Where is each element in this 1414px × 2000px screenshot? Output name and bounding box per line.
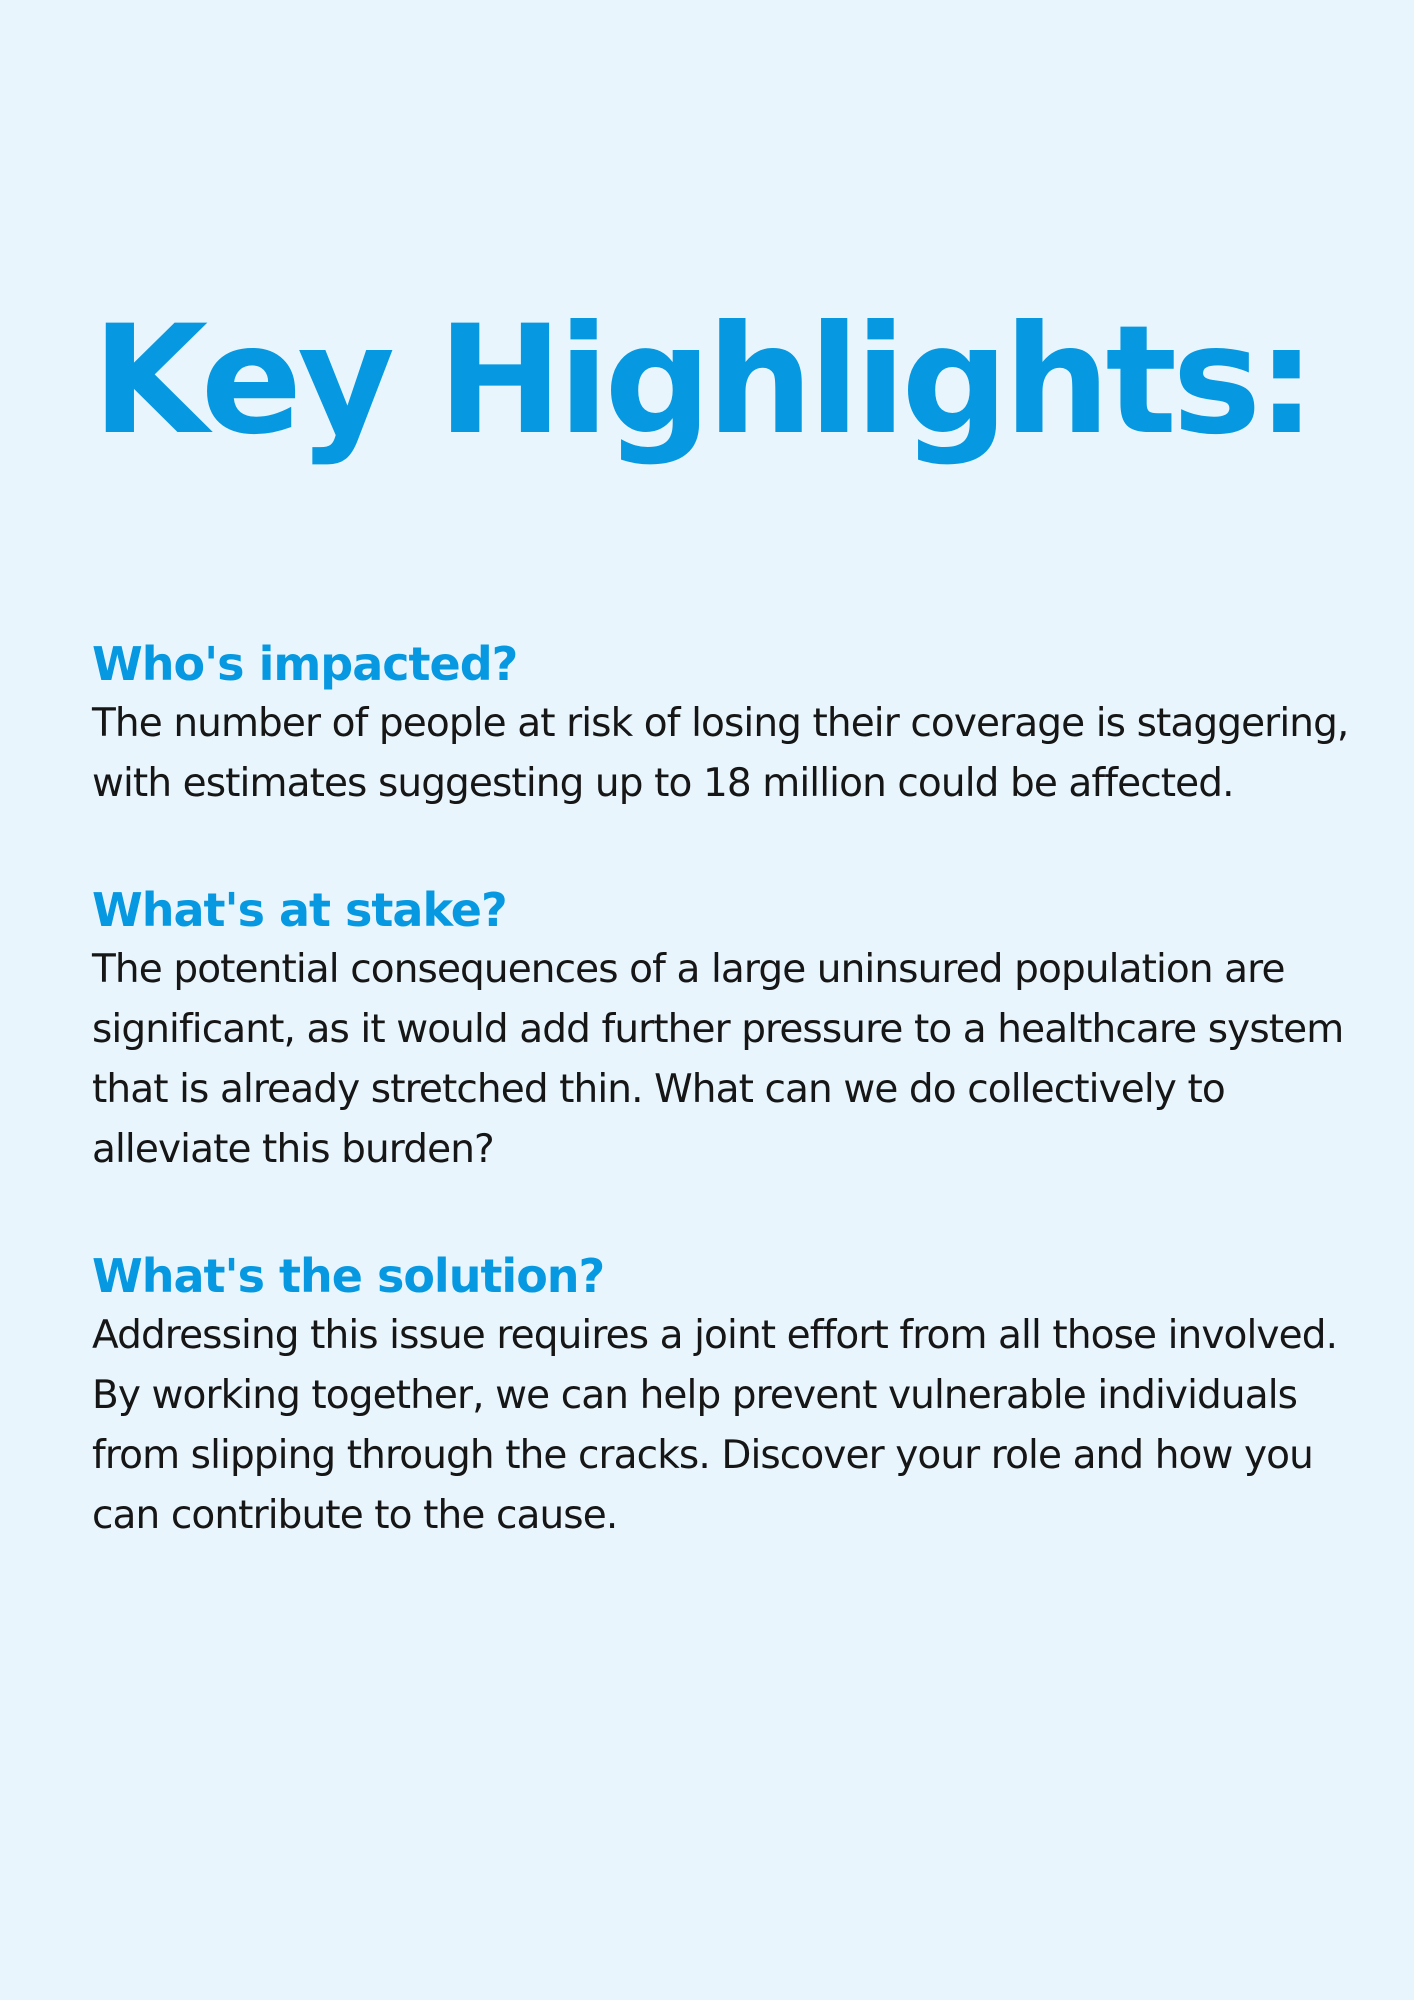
section-whos-impacted [92, 634, 1354, 814]
section-heading: Who's impacted? [92, 637, 518, 691]
section-heading: What's at stake? [92, 883, 507, 937]
section-body: The potential consequences of a large uninsured population are significant, as it would add further pressure to a healthcare system that is already stretched thin. What can we do collectively to alleviate this burden? [92, 947, 1344, 1172]
section-heading: What's the solution? [92, 1249, 605, 1303]
highlights-list [92, 634, 1354, 1612]
page-title: Key Highlights: [92, 294, 1312, 468]
section-body: Addressing this issue requires a joint effort from all those involved. By working together, we can help prevent vulnerable individuals from slipping through the cracks. Discover your role and how you can contribute to the cause. [92, 1313, 1338, 1538]
section-whats-the-solution [92, 1246, 1354, 1546]
section-body: The number of people at risk of losing their coverage is staggering, with estimates suggesting up to 18 million could be affected. [92, 701, 1349, 806]
section-whats-at-stake [92, 880, 1354, 1180]
